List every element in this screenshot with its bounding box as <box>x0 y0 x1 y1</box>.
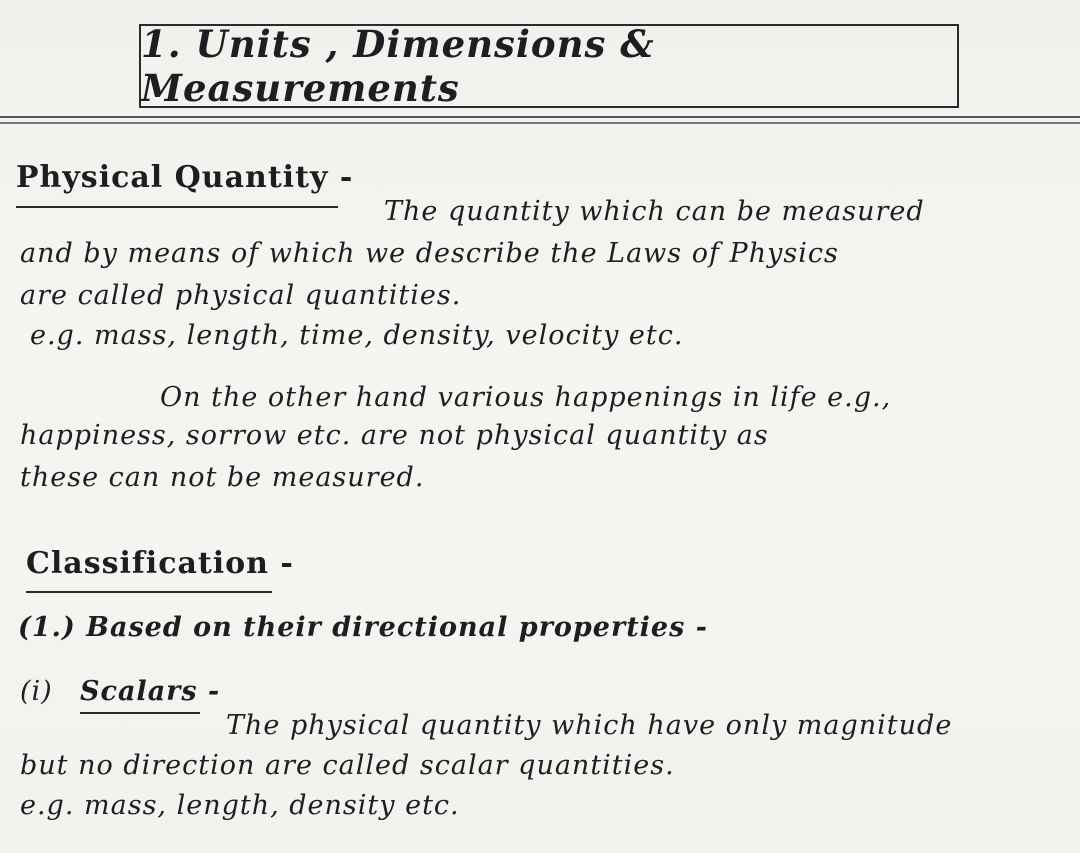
page-title: 1. Units , Dimensions & Measurements <box>141 22 655 110</box>
pq-line-2: and by means of which we describe the Laws of Physics <box>20 238 839 269</box>
title-rule <box>0 116 1080 118</box>
physical-quantity-heading: Physical Quantity - <box>16 160 354 195</box>
scalars-line-1: The physical quantity which have only magnitude <box>226 710 953 741</box>
title-box <box>139 24 959 108</box>
classification-item-1: (1.) Based on their directional properties - <box>18 612 708 643</box>
classification-heading: Classification - <box>26 546 294 581</box>
scalars-heading: Scalars - <box>80 676 221 707</box>
pq-line-4: e.g. mass, length, time, density, velocity etc. <box>30 320 684 351</box>
scalars-line-2: but no direction are called scalar quantities. <box>20 750 675 781</box>
pq-line-3: are called physical quantities. <box>20 280 462 311</box>
scalars-underline <box>80 712 200 714</box>
heading-underline <box>16 206 338 208</box>
scalars-prefix: (i) <box>20 676 53 707</box>
pq-line-6: happiness, sorrow etc. are not physical quantity as <box>20 420 769 451</box>
pq-line-7: these can not be measured. <box>20 462 425 493</box>
scalars-line-3: e.g. mass, length, density etc. <box>20 790 460 821</box>
pq-line-5: On the other hand various happenings in life e.g., <box>160 382 892 413</box>
pq-line-1: The quantity which can be measured <box>384 196 925 227</box>
title-rule-double <box>0 122 1080 124</box>
classification-underline <box>26 591 272 593</box>
